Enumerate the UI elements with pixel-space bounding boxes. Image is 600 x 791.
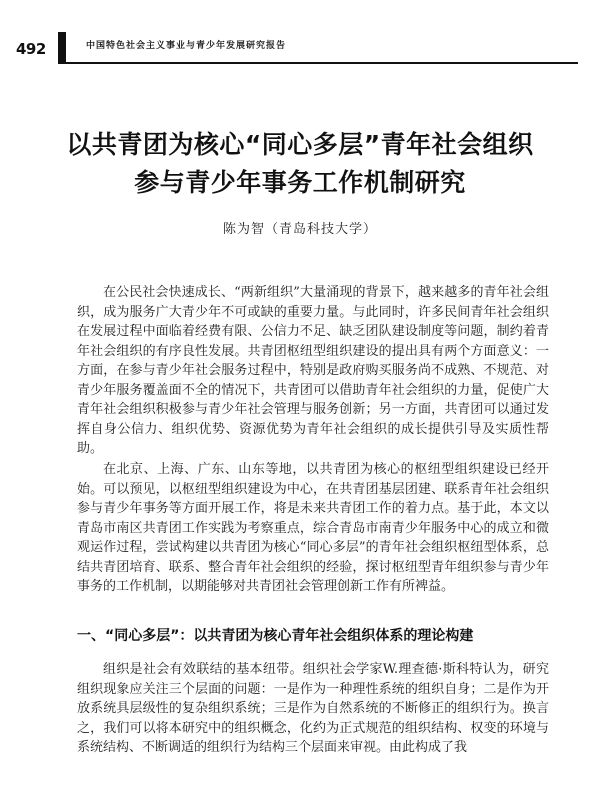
header-bar: [58, 32, 66, 64]
header-rule: [58, 62, 578, 64]
running-head: 中国特色社会主义事业与青少年发展研究报告: [86, 41, 287, 51]
section-heading: 一、“同心多层”：以共青团为核心青年社会组织体系的理论构建: [77, 628, 474, 644]
body-paragraph-2: 在北京、上海、广东、山东等地，以共青团为核心的枢纽型组织建设已经开始。可以预见，以枢纽型组织建设为中心，在共青团基层团建、联系青年社会组织参与青少年事务等方面开展工作，将是未来共青团工作的着力点。基于此，本文以青岛市南区共青团工作实践为考察重点，综合青岛市南青少年服务中心的成立和微观运作过程，尝试构建以共青团为核心“同心多层”的青年社会组织枢纽型体系，总结共青团培育、联系、整合青年社会组织的经验，探讨枢纽型青年组织参与青少年事务的工作机制，以期能够对共青团社会管理创新工作有所裨益。: [77, 462, 549, 594]
page-number: 492: [16, 40, 46, 58]
body-paragraph-3: 组织是社会有效联结的基本纽带。组织社会学家W.理查德·斯科特认为，研究组织现象应关注三个层面的问题：一是作为一种理性系统的组织自身；二是作为开放系统具层级性的复杂组织系统；三是作为自然系统的不断修正的组织行为。换言之，我们可以将本研究中的组织概念，化约为正式规范的组织结构、权变的环境与系统结构、不断调适的组织行为结构三个层面来审视。由此构成了我: [77, 662, 549, 755]
author-byline: 陈为智（青岛科技大学）: [222, 222, 377, 237]
article-title-line-1: 以共青团为核心“同心多层”青年社会组织: [66, 130, 534, 159]
body-paragraph-1: 在公民社会快速成长、“两新组织”大量涌现的背景下，越来越多的青年社会组织，成为服务广大青少年不可或缺的重要力量。与此同时，许多民间青年社会组织在发展过程中面临着经费有限、公信力不足、缺乏团队建设制度等问题，制约着青年社会组织的有序良性发展。共青团枢纽型组织建设的提出具有两个方面意义：一方面，在参与青少年社会服务过程中，特别是政府购买服务尚不成熟、不规范、对青少年服务覆盖面不全的情况下，共青团可以借助青年社会组织的力量，促使广大青年社会组织积极参与青少年社会管理与服务创新；另一方面，共青团可以通过发挥自身公信力、组织优势、资源优势为青年社会组织的成长提供引导及实质性帮助。: [77, 285, 549, 456]
article-title-line-2: 参与青少年事务工作机制研究: [134, 168, 466, 197]
